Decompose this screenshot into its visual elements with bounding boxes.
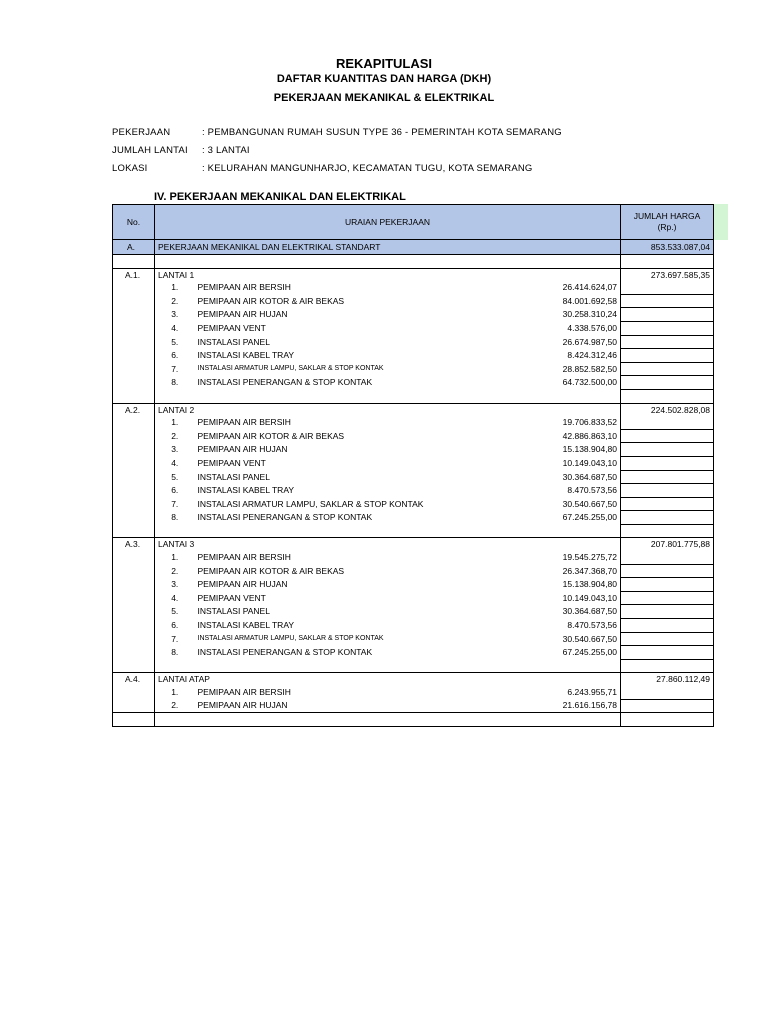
item-index: 7. bbox=[171, 633, 179, 644]
empty-cell bbox=[621, 646, 714, 660]
empty-cell bbox=[113, 308, 155, 322]
item-value: 10.149.043,10 bbox=[562, 457, 618, 468]
group-no: A.2. bbox=[113, 403, 155, 416]
group-no: A.3. bbox=[113, 538, 155, 551]
item-name: INSTALASI PENERANGAN & STOP KONTAK bbox=[197, 512, 373, 523]
empty-cell bbox=[621, 294, 714, 308]
empty-cell bbox=[113, 335, 155, 349]
item-index: 1. bbox=[171, 687, 179, 698]
item-row bbox=[113, 443, 714, 457]
header-uraian: URAIAN PEKERJAAN bbox=[155, 205, 621, 240]
empty-cell bbox=[621, 308, 714, 322]
item-value: 30.364.687,50 bbox=[562, 471, 618, 482]
group-total: 273.697.585,35 bbox=[621, 268, 714, 281]
item-name: INSTALASI KABEL TRAY bbox=[197, 485, 295, 496]
empty-cell bbox=[113, 564, 155, 578]
item-index: 4. bbox=[171, 322, 179, 333]
item-row bbox=[113, 699, 714, 713]
item-value: 64.732.500,00 bbox=[562, 377, 618, 388]
item-row bbox=[113, 376, 714, 390]
item-value: 8.424.312,46 bbox=[567, 350, 618, 361]
item-row bbox=[113, 456, 714, 470]
page-title: REKAPITULASI bbox=[335, 56, 433, 71]
empty-cell bbox=[621, 349, 714, 363]
item-name: INSTALASI PENERANGAN & STOP KONTAK bbox=[197, 377, 373, 388]
empty-cell bbox=[621, 470, 714, 484]
item-row bbox=[113, 335, 714, 349]
item-row bbox=[113, 686, 714, 699]
group-total: 27.860.112,49 bbox=[621, 673, 714, 686]
empty-cell bbox=[621, 255, 714, 269]
empty-cell bbox=[113, 321, 155, 335]
item-row bbox=[113, 591, 714, 605]
item-name: PEMIPAAN AIR HUJAN bbox=[197, 700, 288, 711]
item-name: INSTALASI ARMATUR LAMPU, SAKLAR & STOP KONTAK bbox=[197, 634, 384, 642]
item-index: 6. bbox=[171, 350, 179, 361]
item-row bbox=[113, 349, 714, 363]
empty-cell bbox=[113, 470, 155, 484]
empty-cell bbox=[113, 255, 155, 269]
empty-cell bbox=[621, 443, 714, 457]
group-no: A.4. bbox=[113, 673, 155, 686]
group-no: A.1. bbox=[113, 268, 155, 281]
item-row bbox=[113, 564, 714, 578]
item-value: 26.347.368,70 bbox=[562, 565, 618, 576]
empty-cell bbox=[621, 389, 714, 403]
empty-cell bbox=[621, 321, 714, 335]
item-index: 2. bbox=[171, 700, 179, 711]
item-value: 6.243.955,71 bbox=[567, 687, 618, 698]
item-value: 15.138.904,80 bbox=[562, 444, 618, 455]
item-index: 1. bbox=[171, 282, 179, 293]
item-name: INSTALASI KABEL TRAY bbox=[197, 620, 295, 631]
group-row bbox=[113, 673, 714, 686]
item-index: 8. bbox=[171, 647, 179, 658]
item-index: 6. bbox=[171, 485, 179, 496]
empty-cell bbox=[621, 484, 714, 498]
empty-cell bbox=[113, 713, 155, 727]
empty-cell bbox=[113, 511, 155, 525]
item-row bbox=[113, 646, 714, 660]
empty-cell bbox=[621, 713, 714, 727]
cell-highlight bbox=[712, 204, 728, 240]
empty-cell bbox=[621, 605, 714, 619]
info-value: : 3 LANTAI bbox=[202, 145, 250, 156]
empty-cell bbox=[113, 281, 155, 294]
item-index: 7. bbox=[171, 363, 179, 374]
item-row bbox=[113, 308, 714, 322]
main-no: A. bbox=[113, 240, 155, 255]
page-subtitle-me: PEKERJAAN MEKANIKAL & ELEKTRIKAL bbox=[273, 92, 495, 104]
empty-cell bbox=[155, 659, 621, 673]
item-name: INSTALASI PENERANGAN & STOP KONTAK bbox=[197, 647, 373, 658]
item-row bbox=[113, 497, 714, 511]
empty-cell bbox=[155, 524, 621, 538]
item-name: INSTALASI PANEL bbox=[197, 336, 270, 347]
item-value: 30.540.667,50 bbox=[562, 498, 618, 509]
group-name: LANTAI 1 bbox=[155, 268, 621, 281]
spacer-row bbox=[113, 389, 714, 403]
empty-cell bbox=[113, 686, 155, 699]
item-name: PEMIPAAN AIR KOTOR & AIR BEKAS bbox=[197, 430, 345, 441]
empty-cell bbox=[621, 524, 714, 538]
header-jumlah-line2: (Rp.) bbox=[657, 222, 677, 232]
item-value: 26.674.987,50 bbox=[562, 336, 618, 347]
empty-cell bbox=[155, 389, 621, 403]
item-name: PEMIPAAN VENT bbox=[197, 322, 266, 333]
group-row bbox=[113, 538, 714, 551]
empty-cell bbox=[621, 564, 714, 578]
empty-cell bbox=[621, 281, 714, 294]
page-subtitle-dkh: DAFTAR KUANTITAS DAN HARGA (DKH) bbox=[276, 73, 492, 85]
empty-cell bbox=[155, 713, 621, 727]
item-index: 3. bbox=[171, 579, 179, 590]
empty-cell bbox=[621, 686, 714, 699]
table-body bbox=[113, 240, 714, 727]
empty-cell bbox=[155, 255, 621, 269]
item-index: 5. bbox=[171, 336, 179, 347]
group-name: LANTAI ATAP bbox=[155, 673, 621, 686]
item-row bbox=[113, 551, 714, 564]
group-row bbox=[113, 268, 714, 281]
empty-cell bbox=[113, 416, 155, 429]
item-row bbox=[113, 362, 714, 376]
item-index: 8. bbox=[171, 377, 179, 388]
empty-cell bbox=[621, 578, 714, 592]
empty-cell bbox=[113, 646, 155, 660]
item-index: 2. bbox=[171, 430, 179, 441]
empty-cell bbox=[113, 456, 155, 470]
empty-cell bbox=[621, 335, 714, 349]
empty-cell bbox=[113, 389, 155, 403]
empty-cell bbox=[621, 456, 714, 470]
item-name: INSTALASI ARMATUR LAMPU, SAKLAR & STOP KONTAK bbox=[197, 364, 384, 372]
item-name: PEMIPAAN AIR KOTOR & AIR BEKAS bbox=[197, 565, 345, 576]
group-total: 224.502.828,08 bbox=[621, 403, 714, 416]
main-total: 853.533.087,04 bbox=[621, 240, 714, 255]
empty-cell bbox=[113, 605, 155, 619]
item-row bbox=[113, 429, 714, 443]
item-value: 15.138.904,80 bbox=[562, 579, 618, 590]
item-row bbox=[113, 294, 714, 308]
spacer-row bbox=[113, 255, 714, 269]
spacer-row bbox=[113, 659, 714, 673]
info-value: : KELURAHAN MANGUNHARJO, KECAMATAN TUGU, KOTA SEMARANG bbox=[202, 163, 533, 174]
empty-cell bbox=[113, 349, 155, 363]
empty-cell bbox=[621, 551, 714, 564]
header-jumlah bbox=[621, 205, 714, 240]
spacer-row bbox=[113, 713, 714, 727]
header-jumlah-line1: JUMLAH HARGA bbox=[633, 211, 701, 221]
item-index: 4. bbox=[171, 457, 179, 468]
empty-cell bbox=[113, 632, 155, 646]
item-value: 10.149.043,10 bbox=[562, 592, 618, 603]
item-index: 2. bbox=[171, 565, 179, 576]
item-value: 4.338.576,00 bbox=[567, 322, 618, 333]
item-value: 30.258.310,24 bbox=[562, 309, 618, 320]
section-title: IV. PEKERJAAN MEKANIKAL DAN ELEKTRIKAL bbox=[154, 191, 406, 203]
item-index: 4. bbox=[171, 592, 179, 603]
item-row bbox=[113, 619, 714, 633]
item-name: PEMIPAAN AIR HUJAN bbox=[197, 579, 288, 590]
item-row bbox=[113, 578, 714, 592]
item-index: 1. bbox=[171, 417, 179, 428]
empty-cell bbox=[621, 362, 714, 376]
item-value: 8.470.573,56 bbox=[567, 620, 618, 631]
item-name: PEMIPAAN AIR BERSIH bbox=[197, 552, 291, 563]
empty-cell bbox=[113, 551, 155, 564]
info-label: PEKERJAAN bbox=[112, 127, 171, 138]
item-index: 3. bbox=[171, 444, 179, 455]
empty-cell bbox=[113, 294, 155, 308]
empty-cell bbox=[621, 591, 714, 605]
empty-cell bbox=[113, 659, 155, 673]
item-index: 6. bbox=[171, 620, 179, 631]
empty-cell bbox=[113, 591, 155, 605]
empty-cell bbox=[621, 511, 714, 525]
header-no: No. bbox=[113, 205, 155, 240]
item-index: 1. bbox=[171, 552, 179, 563]
item-value: 8.470.573,56 bbox=[567, 485, 618, 496]
item-name: PEMIPAAN AIR KOTOR & AIR BEKAS bbox=[197, 295, 345, 306]
item-name: INSTALASI KABEL TRAY bbox=[197, 350, 295, 361]
table-header-row bbox=[113, 205, 714, 240]
group-total: 207.801.775,88 bbox=[621, 538, 714, 551]
item-row bbox=[113, 416, 714, 429]
empty-cell bbox=[621, 699, 714, 713]
item-row bbox=[113, 605, 714, 619]
item-row bbox=[113, 470, 714, 484]
empty-cell bbox=[113, 362, 155, 376]
item-value: 67.245.255,00 bbox=[562, 647, 618, 658]
empty-cell bbox=[621, 376, 714, 390]
item-name: PEMIPAAN AIR HUJAN bbox=[197, 444, 288, 455]
empty-cell bbox=[621, 632, 714, 646]
main-row bbox=[113, 240, 714, 255]
item-value: 67.245.255,00 bbox=[562, 512, 618, 523]
empty-cell bbox=[113, 497, 155, 511]
item-name: INSTALASI PANEL bbox=[197, 606, 270, 617]
item-row bbox=[113, 632, 714, 646]
item-value: 84.001.692,58 bbox=[562, 295, 618, 306]
item-name: INSTALASI ARMATUR LAMPU, SAKLAR & STOP KONTAK bbox=[197, 498, 424, 509]
group-row bbox=[113, 403, 714, 416]
item-name: PEMIPAAN VENT bbox=[197, 457, 266, 468]
empty-cell bbox=[113, 443, 155, 457]
main-name: PEKERJAAN MEKANIKAL DAN ELEKTRIKAL STANDART bbox=[155, 240, 621, 255]
empty-cell bbox=[113, 429, 155, 443]
item-index: 5. bbox=[171, 471, 179, 482]
empty-cell bbox=[113, 578, 155, 592]
item-name: INSTALASI PANEL bbox=[197, 471, 270, 482]
item-index: 5. bbox=[171, 606, 179, 617]
info-value: : PEMBANGUNAN RUMAH SUSUN TYPE 36 - PEMERINTAH KOTA SEMARANG bbox=[202, 127, 562, 138]
spacer-row bbox=[113, 524, 714, 538]
item-name: PEMIPAAN AIR BERSIH bbox=[197, 282, 291, 293]
item-value: 30.364.687,50 bbox=[562, 606, 618, 617]
item-name: PEMIPAAN AIR HUJAN bbox=[197, 309, 288, 320]
empty-cell bbox=[113, 376, 155, 390]
item-value: 21.616.156,78 bbox=[562, 700, 618, 711]
empty-cell bbox=[113, 619, 155, 633]
group-name: LANTAI 3 bbox=[155, 538, 621, 551]
empty-cell bbox=[621, 659, 714, 673]
item-value: 28.852.582,50 bbox=[562, 363, 618, 374]
item-index: 3. bbox=[171, 309, 179, 320]
item-value: 30.540.667,50 bbox=[562, 633, 618, 644]
item-name: PEMIPAAN AIR BERSIH bbox=[197, 687, 291, 698]
info-label: JUMLAH LANTAI bbox=[112, 145, 188, 156]
empty-cell bbox=[113, 524, 155, 538]
empty-cell bbox=[621, 497, 714, 511]
item-row bbox=[113, 321, 714, 335]
info-label: LOKASI bbox=[112, 163, 148, 174]
empty-cell bbox=[621, 416, 714, 429]
empty-cell bbox=[113, 699, 155, 713]
empty-cell bbox=[113, 484, 155, 498]
item-row bbox=[113, 281, 714, 294]
item-index: 7. bbox=[171, 498, 179, 509]
item-value: 19.545.275,72 bbox=[562, 552, 618, 563]
item-row bbox=[113, 484, 714, 498]
item-value: 42.886.863,10 bbox=[562, 430, 618, 441]
group-name: LANTAI 2 bbox=[155, 403, 621, 416]
item-name: PEMIPAAN AIR BERSIH bbox=[197, 417, 291, 428]
item-name: PEMIPAAN VENT bbox=[197, 592, 266, 603]
empty-cell bbox=[621, 429, 714, 443]
item-value: 26.414.624,07 bbox=[562, 282, 618, 293]
item-row bbox=[113, 511, 714, 525]
empty-cell bbox=[621, 619, 714, 633]
item-value: 19.706.833,52 bbox=[562, 417, 618, 428]
item-index: 8. bbox=[171, 512, 179, 523]
item-index: 2. bbox=[171, 295, 179, 306]
rekap-table bbox=[112, 204, 714, 727]
